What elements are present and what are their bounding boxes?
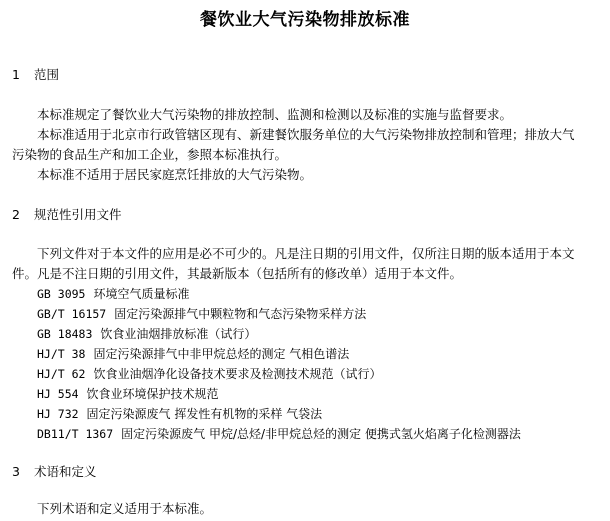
reference-title: 固定污染源排气中颗粒物和气态污染物采样方法 [114,307,367,321]
reference-title: 固定污染源排气中非甲烷总烃的测定 气相色谱法 [93,347,350,361]
document-title: 餐饮业大气污染物排放标准 [200,10,410,30]
paragraph: 本标准适用于北京市行政管辖区现有、新建餐饮服务单位的大气污染物排放控制和管理；排放大气 [37,127,575,142]
paragraph: 本标准规定了餐饮业大气污染物的排放控制、监测和检测以及标准的实施与监督要求。 [37,107,513,122]
section-title: 术语和定义 [34,464,97,479]
reference-item [37,326,256,342]
reference-item [37,346,349,362]
reference-item [37,426,521,442]
paragraph: 下列术语和定义适用于本标准。 [37,501,213,516]
reference-code: HJ 732 [37,407,79,421]
section-title: 范围 [34,67,60,82]
section-heading-normative-references [12,207,122,223]
reference-code: GB/T 16157 [37,307,107,321]
section-heading-terms-and-definitions [12,464,97,480]
section-number: 1 [12,67,20,82]
reference-item [37,366,381,382]
reference-item [37,386,219,402]
reference-code: HJ 554 [37,387,79,401]
paragraph: 本标准不适用于居民家庭烹饪排放的大气污染物。 [37,167,313,182]
reference-code: GB 18483 [37,327,93,341]
section-number: 2 [12,207,20,222]
paragraph-continuation: 件。凡是不注日期的引用文件，其最新版本（包括所有的修改单）适用于本文件。 [12,266,463,281]
reference-title: 饮食业环境保护技术规范 [86,387,219,401]
reference-code: DB11/T 1367 [37,427,114,441]
reference-title: 固定污染源废气 甲烷/总烃/非甲烷总烃的测定 便携式氢火焰离子化检测器法 [121,427,521,441]
paragraph-continuation: 污染物的食品生产和加工企业，参照本标准执行。 [12,147,288,162]
reference-code: GB 3095 [37,287,86,301]
reference-item [37,406,322,422]
section-number: 3 [12,464,20,479]
section-heading-scope [12,67,59,83]
reference-title: 固定污染源废气 挥发性有机物的采样 气袋法 [86,407,323,421]
reference-code: HJ/T 62 [37,367,86,381]
reference-title: 饮食业油烟排放标准（试行） [100,327,257,341]
reference-item [37,306,366,322]
paragraph: 下列文件对于本文件的应用是必不可少的。凡是注日期的引用文件，仅所注日期的版本适用于本文 [37,246,575,261]
reference-code: HJ/T 38 [37,347,86,361]
reference-title: 饮食业油烟净化设备技术要求及检测技术规范（试行） [93,367,382,381]
reference-item [37,286,189,302]
section-title: 规范性引用文件 [34,207,122,222]
reference-title: 环境空气质量标准 [93,287,190,301]
